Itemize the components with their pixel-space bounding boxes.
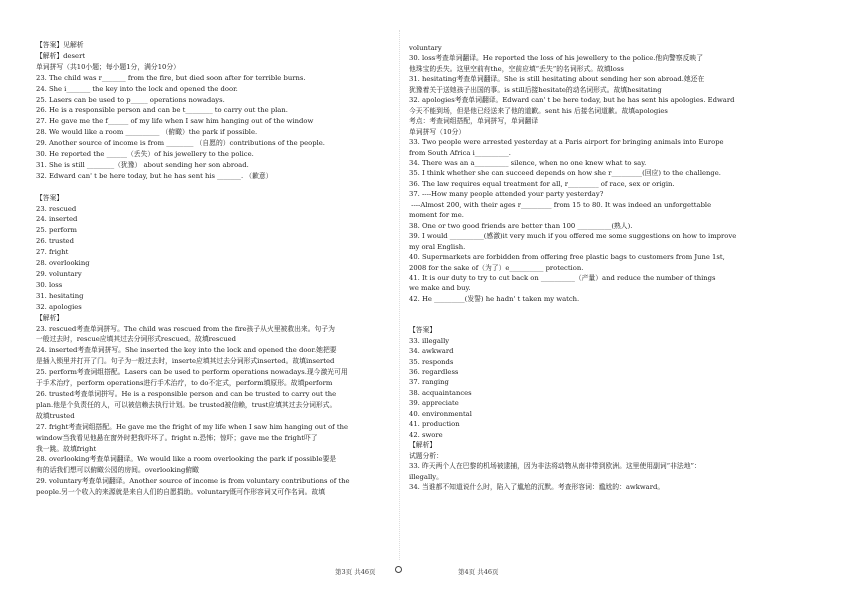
text-line: 36. regardless: [409, 368, 459, 377]
text-line: 31. hesitating: [36, 291, 84, 300]
text-line: window当我看见他悬在窗外时把我吓坏了。fright n.恐怖；惊吓；gave me the fright吓了: [36, 433, 318, 442]
text-line: 单词拼写（共10小题；每小题1分，满分10分）: [36, 62, 180, 71]
text-line: 26. He is a responsible person and can be t________ to carry out the plan.: [36, 106, 288, 115]
text-line: 24. inserted: [36, 215, 78, 224]
text-line: 【答案】: [36, 193, 64, 202]
text-line: 23. rescued考查单词拼写。The child was rescued from the fire孩子从火里被救出来。句子为: [36, 324, 335, 333]
text-line: my oral English.: [409, 242, 466, 251]
text-line: we make and buy.: [409, 284, 471, 293]
text-line: 27. fright考查词组搭配。He gave me the fright of my life when I saw him hanging out of the: [36, 422, 348, 431]
text-line: 39. appreciate: [409, 399, 459, 408]
left-page-number: 第3页 共46页: [335, 568, 376, 576]
text-line: 35. I think whether she can succeed depends on how she r_________(回应) to the challenge.: [409, 169, 721, 178]
text-line: 32. apologies: [36, 302, 82, 311]
text-line: 29. Another source of income is from ________ （自愿的）contributions of the people.: [36, 139, 325, 148]
text-line: 40. Supermarkets are forbidden from offering free plastic bags to customers from June 1st,: [409, 253, 725, 262]
text-line: 42. swore: [409, 430, 443, 439]
binding-hole-icon: [395, 566, 402, 573]
text-line: 23. The child was r_______ from the fire, but died soon after for terrible burns.: [36, 73, 306, 82]
text-line: 33. 昨天两个人在巴黎的机场被逮捕，因为非法将动物从南非带到欧洲。这里使用副词“非法地”：: [409, 462, 701, 471]
text-line: 29. voluntary考查单词翻译。Another source of income is from voluntary contributions of the: [36, 477, 350, 486]
text-line: 一般过去时，rescue应填其过去分词形式rescued。故填rescued: [36, 335, 236, 344]
text-line: 42. He _________(发誓) he hadn' t taken my watch.: [409, 294, 580, 303]
text-line: [409, 315, 792, 325]
text-line: 38. acquaintances: [409, 388, 472, 397]
text-line: 28. overlooking考查单词翻译。We would like a room overlooking the park if possible要是: [36, 455, 337, 464]
text-line: 27. fright: [36, 248, 69, 257]
text-line: 他珠宝的丢失。这里空前有the，空前应填“丢失”的名词形式。故填loss: [409, 64, 624, 73]
text-line: 33. illegally: [409, 336, 450, 345]
text-line: 31. She is still ________（犹豫） about sending her son abroad.: [36, 160, 249, 169]
text-line: 26. trusted: [36, 237, 74, 246]
text-line: [36, 182, 396, 193]
text-line: 39. I would __________(感激)it very much if you offered me some suggestions on how to improve: [409, 232, 737, 241]
text-line: from South Africa i__________.: [409, 148, 511, 157]
text-line: 34. 当谁都不知道说什么时，陷入了尴尬的沉默。考查形容词：尴尬的：awkward。: [409, 483, 665, 491]
text-line: 单词拼写（10分）: [409, 127, 466, 136]
text-line: 33. Two people were arrested yesterday at a Paris airport for bringing animals into Europe: [409, 138, 724, 147]
text-line: people.另一个收入的来源就是来自人们的自愿捐助。voluntary既可作形容词又可作名词。故填: [36, 488, 325, 497]
text-line: voluntary: [409, 44, 442, 52]
text-line: 今天不能到场，但是他已经送来了他的道歉。sent his 后接名词道歉。故填apologies: [409, 106, 668, 115]
text-line: 37. ranging: [409, 378, 449, 387]
text-line: 考点：考查词组搭配，单词拼写，单词翻译: [409, 117, 539, 126]
right-page-number: 第4页 共46页: [458, 568, 499, 576]
text-line: 试题分析：: [409, 451, 443, 460]
text-line: 【解析】: [409, 441, 437, 450]
text-line: 32. apologies考查单词翻译。Edward can' t be here today, but he has sent his apologies. Edward: [409, 96, 735, 105]
text-line: 23. rescued: [36, 204, 77, 213]
text-line: plan.他是个负责任的人，可以被信赖去执行计划。be trusted被信赖，trust应填其过去分词形式。: [36, 400, 337, 409]
text-line: 26. trusted考查单词拼写。He is a responsible person and can be trusted to carry out the: [36, 389, 337, 398]
text-line: 35. responds: [409, 357, 454, 366]
text-line: 38. One or two good friends are better than 100 __________(熟人).: [409, 221, 633, 230]
text-line: 【解析】: [36, 313, 64, 322]
text-line: 34. There was an a__________ silence, when no one knew what to say.: [409, 158, 647, 167]
text-line: 24. inserted考查单词拼写。She inserted the key into the lock and opened the door.她把要: [36, 346, 337, 355]
text-line: 28. We would like a room __________ （俯瞰）the park if possible.: [36, 128, 258, 137]
text-line: 40. environmental: [409, 409, 472, 418]
text-line: 25. perform: [36, 226, 77, 235]
text-line: 30. loss: [36, 280, 63, 289]
text-line: 31. hesitating考查单词翻译。She is still hesitating about sending her son abroad.她还在: [409, 75, 705, 84]
text-line: 24. She i_______ the key into the lock and opened the door.: [36, 84, 238, 93]
fold-line: [399, 30, 400, 560]
text-line: 34. awkward: [409, 347, 454, 356]
text-line: 41. production: [409, 420, 460, 429]
text-line: 2008 for the sake of（为了）e__________ protection.: [409, 263, 584, 272]
text-line: 41. It is our duty to try to cut back on __________（产量）and reduce the number of things: [409, 273, 716, 282]
text-line: 25. Lasers can be used to p_____ operations nowadays.: [36, 95, 225, 104]
text-line: 29. voluntary: [36, 270, 82, 279]
text-line: 是插入锁里并打开了门。句子为一般过去时，inserte应填其过去分词形式inserted。故填inserted: [36, 357, 335, 366]
text-line: 【答案】: [409, 326, 437, 335]
text-line: 有的话我们想可以俯瞰公园的房间。overlooking俯瞰: [36, 466, 199, 475]
text-line: 【解析】desert: [36, 51, 86, 60]
text-line: 36. The law requires equal treatment for all, r_________ of race, sex or origin.: [409, 179, 675, 188]
text-line: 30. He reported the ______（丢失）of his jewellery to the police.: [36, 150, 254, 159]
text-line: 故填trusted: [36, 411, 75, 420]
text-line: 28. overlooking: [36, 259, 90, 268]
text-line: 32. Edward can' t be here today, but he has sent his _______. （歉意）: [36, 171, 273, 180]
text-line: 25. perform考查词组搭配。Lasers can be used to perform operations nowadays.现今激光可用: [36, 368, 348, 377]
left-page-column: [36, 40, 396, 498]
text-line: 37. ----How many people attended your party yesterday?: [409, 190, 604, 199]
text-line: [409, 304, 792, 314]
text-line: illegally。: [409, 472, 443, 481]
text-line: 【答案】见解析: [36, 41, 84, 49]
text-line: 27. He gave me the f______ of my life when I saw him hanging out of the window: [36, 117, 314, 126]
text-line: moment for me.: [409, 211, 464, 220]
text-line: 犹豫着关于送她孩子出国的事。is still后接hesitate的动名词形式。故填hesitating: [409, 85, 662, 94]
text-line: 我一跳。故填fright: [36, 444, 97, 453]
right-page-column: [409, 43, 792, 492]
text-line: ----Almost 200, with their ages r_________ from 15 to 80. It was indeed an unforgettable: [409, 200, 712, 209]
text-line: 于手术治疗，perform operations进行手术治疗，to do不定式，perform填原形。故填perform: [36, 379, 333, 388]
text-line: 30. loss考查单词翻译。He reported the loss of his jewellery to the police.他向警察反映了: [409, 54, 704, 63]
